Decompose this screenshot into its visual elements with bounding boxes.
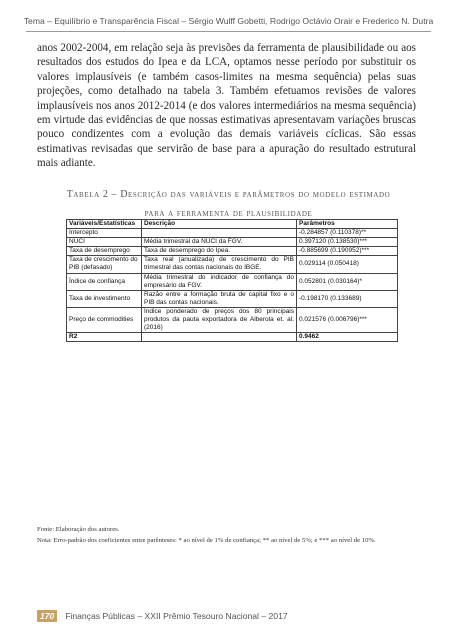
table-title-line-2: para a ferramenta de plausibilidade [144,208,313,219]
table-row [67,290,398,307]
page-number: 170 [37,610,57,622]
table-row [67,229,398,238]
cell-variable: R2 [67,333,142,342]
cell-description: Índice ponderado de preços dos 80 principais produtos da pauta exportadora de Alberola et. al. (2016) [142,307,297,332]
header-divider [26,31,431,32]
parameters-table [66,219,398,342]
body-paragraph: anos 2002-2004, em relação seja às previsões da ferramenta de plausibilidade ou aos resultados dos estudos do Ipea e da LCA, optamos nesse período por substituir os valores implausíveis (e também casos-limites na mesma sequência) pelas suas projeções, como detalhado na tabela 3. Também efetuamos revisões de valores implausíveis nos anos 2012-2014 (e dos valores intermediários na mesma sequência) em virtude das evidências de que nossas estimativas apresentavam variações bruscas pouco condizentes com a evolução das demais variáveis cíclicas. São essas estimativas revisadas que servirão de base para a apuração do resultado estrutural mais adiante. [37,42,416,170]
cell-variable: Intercepto [67,229,142,238]
table-row [67,256,398,273]
cell-variable: Taxa de desemprego [67,247,142,256]
cell-description: Razão entre a formação bruta de capital fixo e o PIB das contas nacionais. [142,290,297,307]
cell-description [142,333,297,342]
cell-description: Média trimestral da NUCI da FGV. [142,238,297,247]
table-row [67,273,398,290]
cell-variable: Índice de confiança [67,273,142,290]
cell-parameter: 0.021576 (0.006796)*** [297,307,398,332]
publication-title: Finanças Públicas – XXII Prêmio Tesouro Nacional – 2017 [65,611,288,621]
cell-description: Taxa real (anualizada) de crescimento do PIB trimestral das contas nacionais do IBGE. [142,256,297,273]
cell-variable: NUCI [67,238,142,247]
header-description: Descrição [142,220,297,229]
cell-parameter: -0.885699 (0.190952)*** [297,247,398,256]
table-row [67,238,398,247]
table-row [67,247,398,256]
source-note: Fonte: Elaboração dos autores. [37,526,120,533]
cell-variable: Preço de commodities [67,307,142,332]
page-footer [37,610,437,622]
cell-parameter: 0.397120 (0.138530)*** [297,238,398,247]
table-title-line-1: Tabela 2 – Descrição das variáveis e parâmetros do modelo estimado [66,189,391,200]
cell-parameter: 0.9462 [297,333,398,342]
footnote: Nota: Erro-padrão dos coeficientes entre parênteses: * ao nível de 1% de confiança; ** ao nível de 5%; e *** ao nível de 10%. [37,536,376,544]
cell-description [142,229,297,238]
header-parameters: Parâmetros [297,220,398,229]
cell-description: Taxa de desemprego do Ipea. [142,247,297,256]
table-row [67,307,398,332]
cell-parameter: -0.284857 (0.110378)** [297,229,398,238]
cell-variable: Taxa de crescimento do PIB (defasado) [67,256,142,273]
cell-variable: Taxa de investimento [67,290,142,307]
table-notes [37,525,437,546]
table-row-r2 [67,333,398,342]
cell-parameter: 0.052801 (0.030164)* [297,273,398,290]
cell-parameter: -0.198170 (0.133689) [297,290,398,307]
table-header-row [67,220,398,229]
header-variables: Variáveis/Estatísticas [67,220,142,229]
cell-parameter: 0.029114 (0.050418) [297,256,398,273]
cell-description: Média trimestral do indicador de confiança do empresário da FGV. [142,273,297,290]
running-header: Tema – Equilíbrio e Transparência Fiscal – Sérgio Wulff Gobetti, Rodrigo Octávio Orair e Frederico N. Dutra [23,16,434,26]
table-title [40,185,417,223]
